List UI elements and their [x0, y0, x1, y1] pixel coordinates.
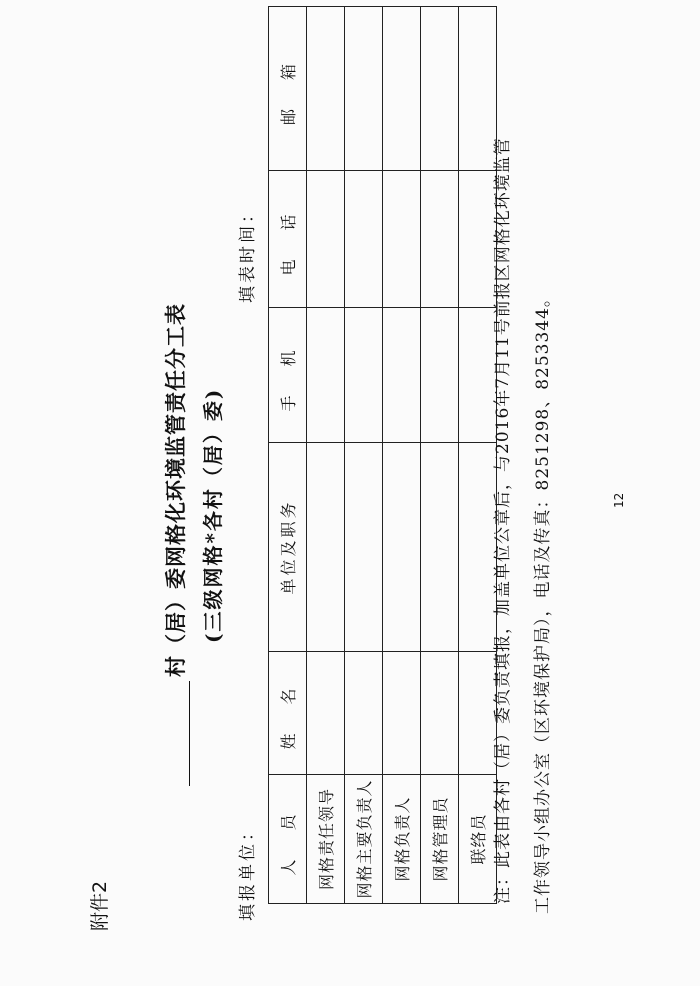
row-label: 联络员	[459, 775, 497, 904]
table-row	[421, 7, 459, 904]
cell-mobile[interactable]	[345, 308, 383, 443]
row-label: 网格负责人	[383, 775, 421, 904]
row-label: 网格责任领导	[307, 775, 345, 904]
header-unit-position: 单位及职务	[269, 443, 307, 652]
cell-mobile[interactable]	[383, 308, 421, 443]
cell-unit-position[interactable]	[345, 443, 383, 652]
attachment-label: 附件2	[89, 880, 111, 931]
header-personnel: 人 员	[269, 775, 307, 904]
cell-email[interactable]	[421, 7, 459, 171]
table-row	[307, 7, 345, 904]
table-row	[383, 7, 421, 904]
cell-mobile[interactable]	[421, 308, 459, 443]
form-title-text: 村（居）委网格化环境监管责任分工表	[163, 303, 188, 677]
header-email: 邮 箱	[269, 7, 307, 171]
cell-name[interactable]	[421, 652, 459, 775]
cell-name[interactable]	[345, 652, 383, 775]
header-mobile: 手 机	[269, 308, 307, 443]
cell-phone[interactable]	[383, 171, 421, 308]
cell-email[interactable]	[307, 7, 345, 171]
cell-phone[interactable]	[307, 171, 345, 308]
cell-unit-position[interactable]	[307, 443, 345, 652]
form-subtitle: (三级网格*各村（居）委)	[201, 387, 225, 643]
cell-email[interactable]	[345, 7, 383, 171]
cell-phone[interactable]	[345, 171, 383, 308]
table-row	[345, 7, 383, 904]
title-fill-blank	[167, 681, 190, 786]
page-number: 12	[612, 492, 626, 508]
row-label: 网格主要负责人	[345, 775, 383, 904]
cell-email[interactable]	[383, 7, 421, 171]
cell-name[interactable]	[307, 652, 345, 775]
row-label: 网格管理员	[421, 775, 459, 904]
cell-unit-position[interactable]	[383, 443, 421, 652]
header-phone: 电 话	[269, 171, 307, 308]
cell-phone[interactable]	[421, 171, 459, 308]
responsibility-table	[268, 6, 497, 904]
note-line-2: 工作领导小组办公室（区环境保护局），电话及传真：8251298、8253344。	[533, 289, 553, 914]
cell-unit-position[interactable]	[421, 443, 459, 652]
cell-mobile[interactable]	[307, 308, 345, 443]
fill-unit-label: 填报单位：	[238, 821, 258, 921]
table-header-row	[269, 7, 307, 904]
fill-time-label: 填表时间：	[238, 203, 258, 303]
cell-name[interactable]	[383, 652, 421, 775]
header-name: 姓 名	[269, 652, 307, 775]
note-line-1: 注：此表由各村（居）委负责填报，加盖单位公章后，与2016年7月11号前报区网格化环境监管	[493, 137, 513, 904]
form-title	[160, 303, 190, 786]
